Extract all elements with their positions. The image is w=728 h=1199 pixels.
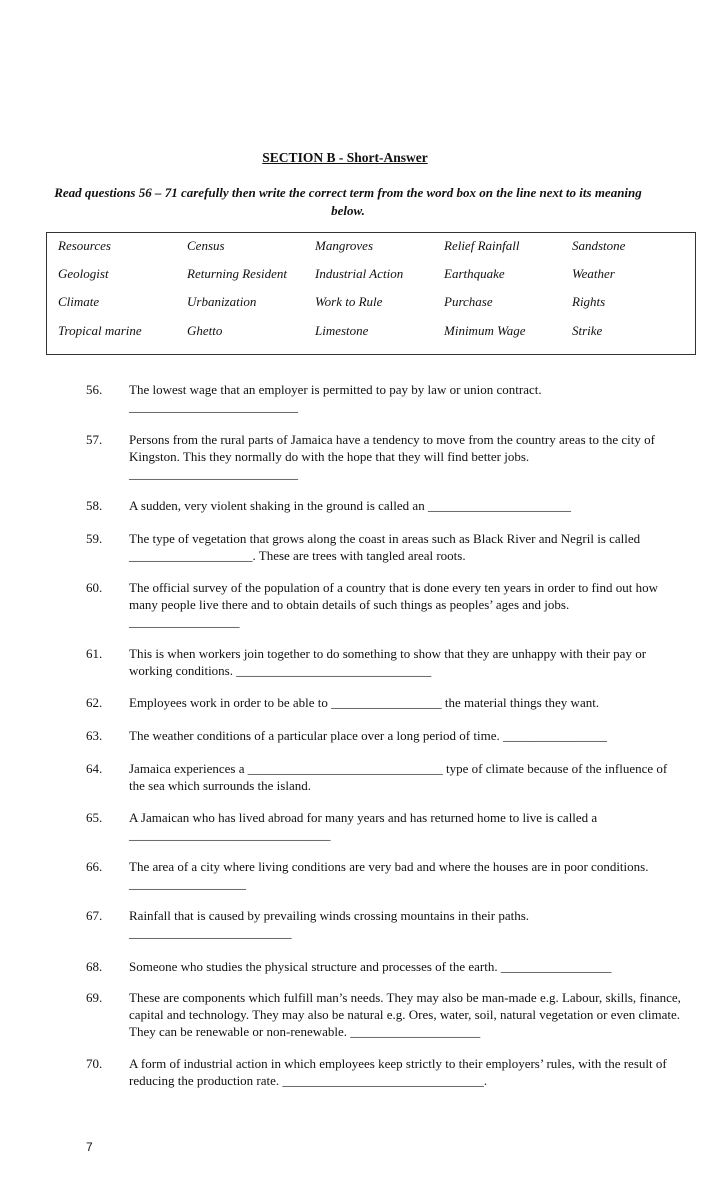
word-box-term: Urbanization [187,294,257,309]
question-text: Someone who studies the physical structure and processes of the earth. _________________ [129,959,612,974]
question-number: 65. [86,810,103,825]
question-text: The type of vegetation that grows along the coast in areas such as Black River and Negril is called ___________________. These are trees with tangled areal roots. [129,531,641,563]
question-number: 67. [86,908,103,923]
word-box-term: Minimum Wage [444,323,526,338]
question-text: The area of a city where living conditions are very bad and where the houses are in poor conditions. __________________ [129,859,649,891]
word-box-term: Climate [58,294,100,309]
word-box-term: Weather [572,266,615,281]
word-box-term: Purchase [444,294,493,309]
instructions: Read questions 56 – 71 carefully then write the correct term from the word box on the line next to its meaning below. [54,185,642,218]
word-box-term: Limestone [315,323,369,338]
question-number: 58. [86,498,103,513]
question-number: 68. [86,959,103,974]
word-box-term: Work to Rule [315,294,383,309]
word-box-term: Relief Rainfall [444,238,520,253]
question-text: The lowest wage that an employer is permitted to pay by law or union contract. __________________________ [129,382,542,414]
word-box-term: Resources [58,238,111,253]
question-text: A form of industrial action in which employees keep strictly to their employers’ rules, with the result of reducing the production rate. _______________________________. [129,1056,667,1088]
word-box-term: Tropical marine [58,323,142,338]
question-text: This is when workers join together to do something to show that they are unhappy with their pay or working conditions. ______________________________ [129,646,647,678]
question-text: A sudden, very violent shaking in the ground is called an ______________________ [129,498,571,513]
question-number: 64. [86,761,103,776]
question-number: 63. [86,728,103,743]
question-number: 69. [86,990,103,1005]
word-box-term: Rights [572,294,606,309]
word-box-term: Sandstone [572,238,626,253]
question-number: 59. [86,531,103,546]
word-box-term: Geologist [58,266,109,281]
word-box-term: Strike [572,323,603,338]
word-box-term: Earthquake [444,266,505,281]
section-title: SECTION B - Short-Answer [262,150,428,165]
page-number: 7 [86,1140,93,1154]
question-number: 62. [86,695,103,710]
word-box-term: Mangroves [315,238,374,253]
question-number: 56. [86,382,103,397]
question-text: Persons from the rural parts of Jamaica have a tendency to move from the country areas to the city of Kingston. This they normally do with the hope that they will find better jobs. __________________________ [129,432,655,481]
question-text: Rainfall that is caused by prevailing winds crossing mountains in their paths. _________________________ [129,908,530,940]
question-text: These are components which fulfill man’s needs. They may also be man-made e.g. Labour, skills, finance, capital and technology. They may also be natural e.g. Ores, water, soil, natural vegetation or even climate. They can be renewable or non-renewable. ____________________ [129,990,681,1039]
question-number: 60. [86,580,103,595]
question-number: 61. [86,646,103,661]
question-number: 70. [86,1056,103,1071]
question-number: 66. [86,859,103,874]
question-text: The official survey of the population of a country that is done every ten years in order to find out how many people live there and to obtain details of such things as peoples’ ages and jobs. _________________ [129,580,659,629]
word-box [46,232,696,355]
question-text: Jamaica experiences a ______________________________ type of climate because of the influence of the sea which surrounds the island. [129,761,668,793]
question-text: A Jamaican who has lived abroad for many years and has returned home to live is called a _______________________________ [129,810,598,842]
question-text: Employees work in order to be able to _________________ the material things they want. [129,695,600,710]
word-box-term: Returning Resident [187,266,288,281]
question-text: The weather conditions of a particular place over a long period of time. ________________ [129,728,607,743]
question-number: 57. [86,432,103,447]
word-box-term: Industrial Action [315,266,404,281]
word-box-term: Ghetto [187,323,223,338]
word-box-term: Census [187,238,225,253]
